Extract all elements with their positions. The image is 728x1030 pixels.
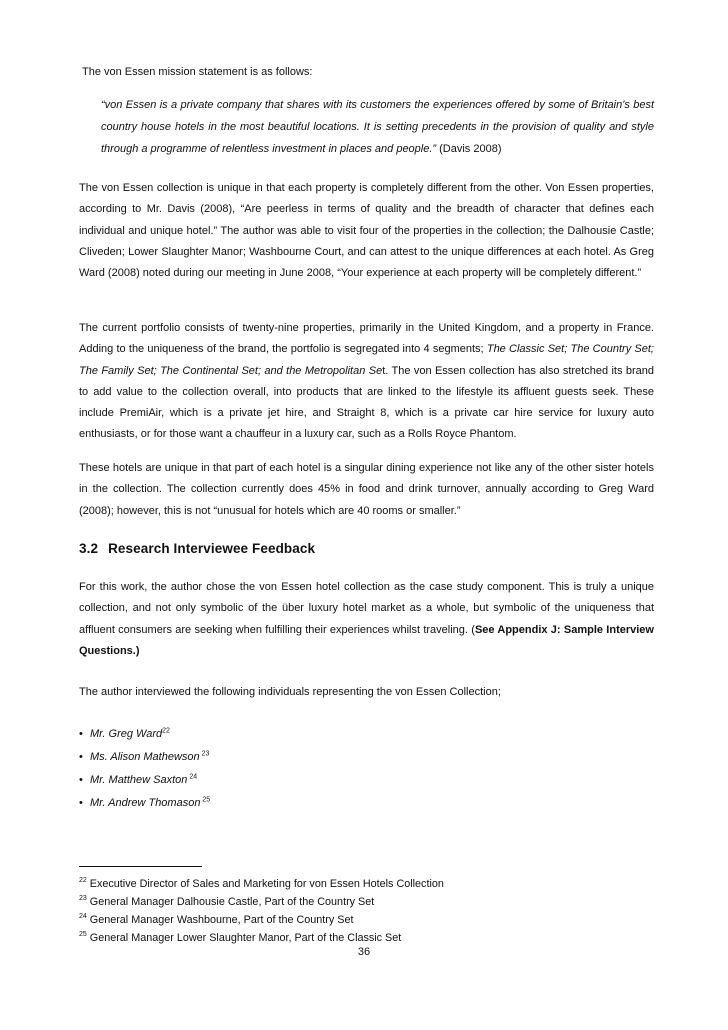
intro-line: The von Essen mission statement is as follows: bbox=[82, 66, 313, 78]
paragraph-interviewed: The author interviewed the following individuals representing the von Essen Collection; bbox=[79, 686, 501, 698]
footnote-text: Executive Director of Sales and Marketing for von Essen Hotels Collection bbox=[89, 878, 444, 890]
list-item bbox=[79, 747, 210, 770]
paragraph-dining: These hotels are unique in that part of each hotel is a singular dining experience not like any of the other sister hotels in the collection. The collection currently does 45% in food and drink turnover, annually according to Greg Ward (2008); however, this is not “unusual for hotels which are 40 rooms or smaller.” bbox=[79, 462, 654, 517]
footnote-text: General Manager Lower Slaughter Manor, Part of the Classic Set bbox=[89, 932, 402, 944]
footnote-number: 22 bbox=[79, 877, 87, 885]
footnote-text: General Manager Washbourne, Part of the Country Set bbox=[89, 914, 354, 926]
portfolio-text-2: t. The von Essen collection has also stretched its brand to add value to the collection overall, into products that are linked to the lifestyle its affluent guests seek. These include PremiAir, which is a private jet hire, and Straight 8, which is a private car hire service for luxury auto enthusiasts, or for those want a chauffeur in a luxury car, such as a Rolls Royce Phantom. bbox=[79, 364, 654, 441]
footnote-number: 23 bbox=[79, 895, 87, 903]
footnote-divider bbox=[79, 866, 202, 867]
footnote bbox=[79, 931, 401, 945]
footnote bbox=[79, 895, 374, 909]
footnote-ref: 24 bbox=[187, 773, 198, 781]
section-number: 3.2 bbox=[79, 541, 99, 556]
bullet-icon: • bbox=[79, 728, 83, 740]
interviewee-name: Ms. Alison Mathewson bbox=[90, 751, 200, 763]
list-item bbox=[79, 770, 210, 793]
bullet-icon: • bbox=[79, 797, 83, 809]
paragraph-collection-unique: The von Essen collection is unique in that each property is completely different from the other. Von Essen properties, according to Mr. Davis (2008), “Are peerless in terms of quality and the breadth of character that defines each individual and unique hotel.” The author was able to visit four of the properties in the collection; the Dalhousie Castle; Cliveden; Lower Slaughter Manor; Washbourne Court, and can attest to the unique differences at each hotel. As Greg Ward (2008) noted during our meeting in June 2008, “Your experience at each property will be completely different.” bbox=[79, 182, 654, 280]
paragraph-case-study bbox=[79, 577, 654, 662]
page-number: 36 bbox=[357, 946, 371, 958]
portfolio-sets-italic: The Classic Set; The Country Set; The Family Set; The Continental Set; and the Metropolitan Se bbox=[79, 343, 654, 377]
footnote-ref: 22 bbox=[162, 727, 170, 735]
footnote-ref: 25 bbox=[200, 796, 211, 804]
interviewee-name: Mr. Andrew Thomason bbox=[90, 797, 201, 809]
bullet-icon: • bbox=[79, 774, 83, 786]
list-item bbox=[79, 724, 210, 747]
paragraph-portfolio bbox=[79, 318, 654, 446]
mission-quote-text: “von Essen is a private company that shares with its customers the experiences offered by some of Britain's best country house hotels in the most beautiful locations. It is setting precedents in the provision of quality and style through a programme of relentless investment in places and people.” bbox=[101, 99, 654, 155]
section-title: Research Interviewee Feedback bbox=[108, 541, 316, 556]
footnote bbox=[79, 913, 353, 927]
interviewee-list bbox=[79, 724, 210, 816]
interviewee-name: Mr. Greg Ward bbox=[90, 728, 163, 740]
footnote-text: General Manager Dalhousie Castle, Part of the Country Set bbox=[89, 896, 375, 908]
section-heading bbox=[79, 541, 315, 556]
footnote-number: 25 bbox=[79, 931, 87, 939]
footnote-number: 24 bbox=[79, 913, 87, 921]
portfolio-text-1: The current portfolio consists of twenty-nine properties, primarily in the United Kingdom, and a property in France. Adding to the uniqueness of the brand, the portfolio is segregated into 4 segments; bbox=[79, 322, 654, 356]
list-item bbox=[79, 793, 210, 816]
case-study-text: For this work, the author chose the von Essen hotel collection as the case study component. This is truly a unique collection, and not only symbolic of the über luxury hotel market as a whole, but symbolic of the uniqueness that affluent consumers are seeking when fulfilling their experiences whilst traveling. ( bbox=[79, 581, 654, 636]
footnote-ref: 23 bbox=[199, 750, 210, 758]
footnote bbox=[79, 877, 444, 891]
appendix-reference: See Appendix J: Sample Interview Questions.) bbox=[79, 623, 654, 657]
mission-quote-citation: (Davis 2008) bbox=[439, 143, 502, 155]
bullet-icon: • bbox=[79, 751, 83, 763]
mission-quote bbox=[101, 94, 654, 160]
interviewee-name: Mr. Matthew Saxton bbox=[90, 774, 188, 786]
